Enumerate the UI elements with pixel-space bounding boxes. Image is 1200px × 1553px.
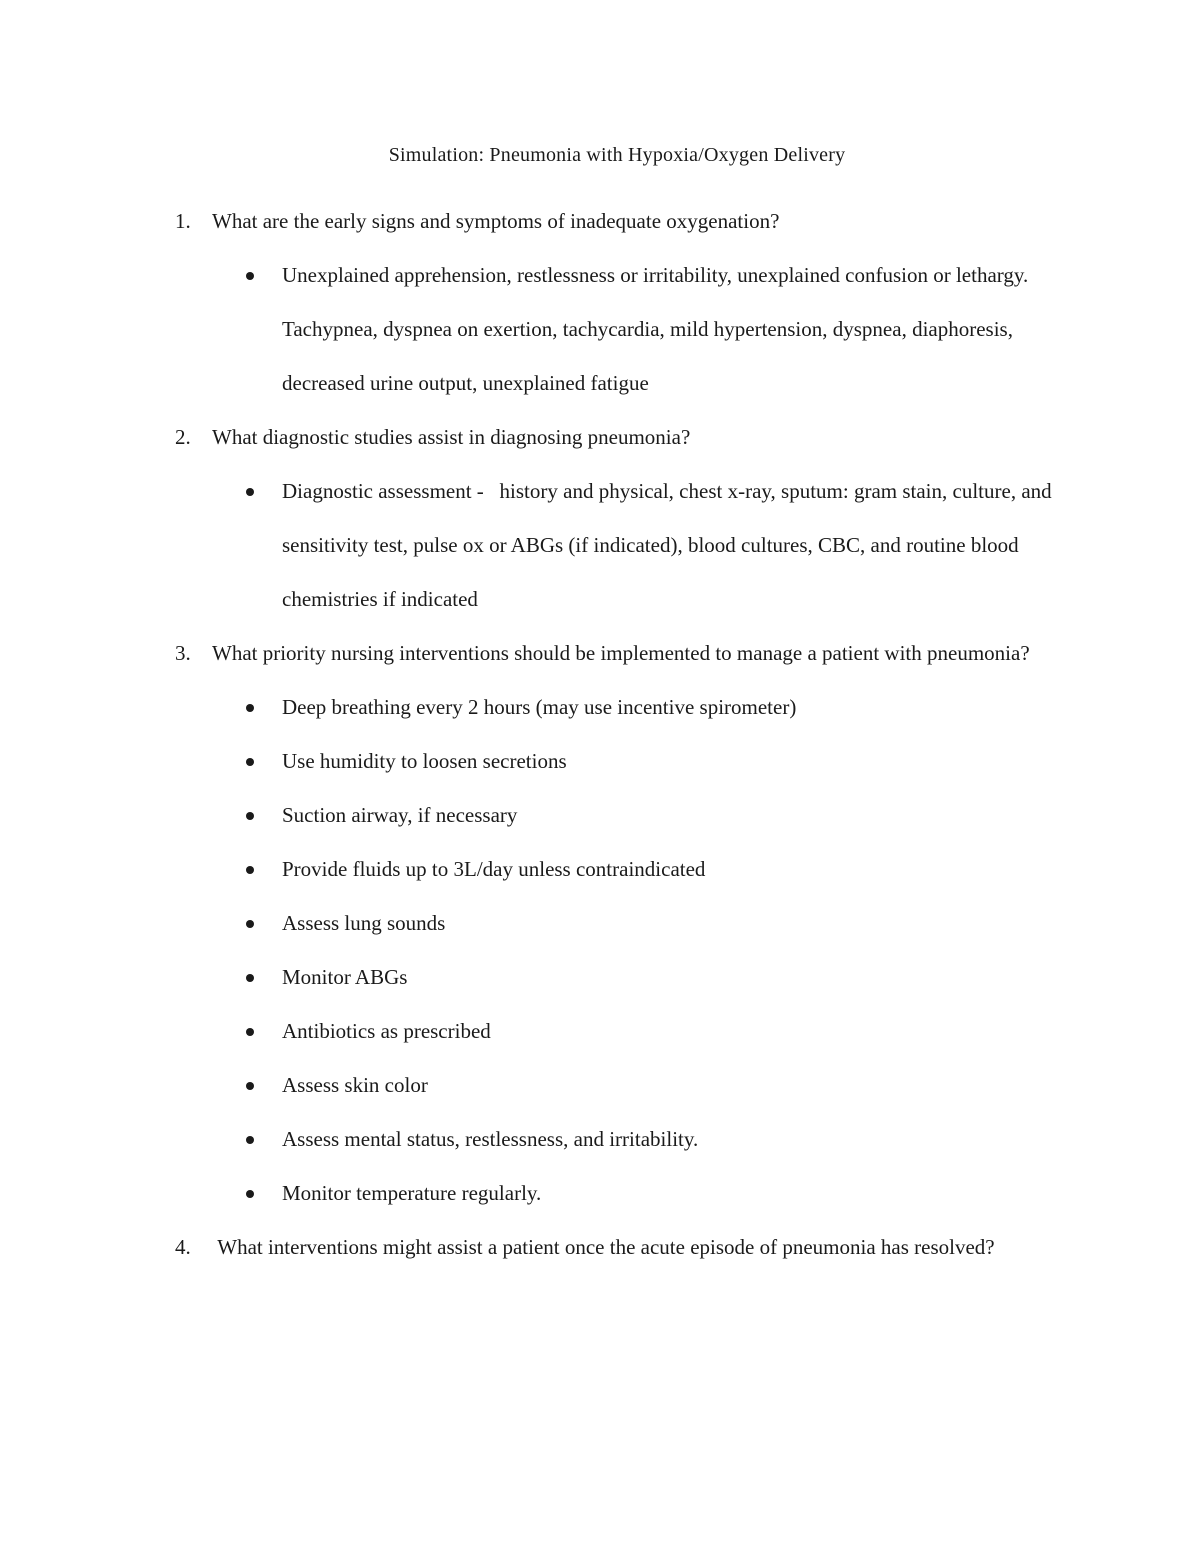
bullet-icon — [245, 950, 282, 1004]
list-item — [175, 950, 1075, 1004]
list-item — [175, 896, 1075, 950]
question-number: 3. — [175, 641, 191, 665]
answer-text: Assess skin color — [282, 1073, 428, 1097]
bullet-icon — [245, 680, 282, 734]
answer-text: Provide fluids up to 3L/day unless contraindicated — [282, 857, 706, 881]
list-item — [175, 1058, 1075, 1112]
list-item — [175, 680, 1075, 734]
question-1 — [175, 194, 1075, 248]
answer-text: Monitor temperature regularly. — [282, 1181, 542, 1205]
question-4 — [175, 1220, 1075, 1274]
bullet-icon — [245, 1112, 282, 1166]
bullet-icon — [245, 464, 282, 518]
question-text: What diagnostic studies assist in diagnosing pneumonia? — [212, 425, 691, 449]
question-text: What are the early signs and symptoms of inadequate oxygenation? — [212, 209, 780, 233]
answer-list-2 — [175, 464, 1075, 626]
answer-text: Deep breathing every 2 hours (may use incentive spirometer) — [282, 695, 797, 719]
answer-text: Diagnostic assessment - history and physical, chest x-ray, sputum: gram stain, culture, and sensitivity test, pulse ox or ABGs (if indicated), blood cultures, CBC, and routine blood chemistries if indicated — [282, 479, 1057, 611]
question-2 — [175, 410, 1075, 464]
list-item — [175, 1112, 1075, 1166]
answer-text: Antibiotics as prescribed — [282, 1019, 491, 1043]
answer-text: Unexplained apprehension, restlessness or irritability, unexplained confusion or lethargy. Tachypnea, dyspnea on exertion, tachycardia, mild hypertension, dyspnea, diaphoresis, decreased urine output, unexplained fatigue — [282, 263, 1029, 395]
list-item — [175, 1004, 1075, 1058]
bullet-icon — [245, 248, 282, 302]
answer-list-3 — [175, 680, 1075, 1220]
list-item — [175, 734, 1075, 788]
list-item — [175, 248, 1075, 410]
bullet-icon — [245, 1004, 282, 1058]
answer-text: Assess mental status, restlessness, and irritability. — [282, 1127, 699, 1151]
bullet-icon — [245, 734, 282, 788]
question-3 — [175, 626, 1075, 680]
bullet-icon — [245, 1058, 282, 1112]
document-body — [175, 194, 1075, 1274]
list-item — [175, 842, 1075, 896]
bullet-icon — [245, 1166, 282, 1220]
answer-text: Assess lung sounds — [282, 911, 446, 935]
answer-text: Suction airway, if necessary — [282, 803, 518, 827]
bullet-icon — [245, 842, 282, 896]
question-text: What interventions might assist a patient once the acute episode of pneumonia has resolved? — [212, 1235, 995, 1259]
answer-text: Use humidity to loosen secretions — [282, 749, 567, 773]
list-item — [175, 1166, 1075, 1220]
answer-list-1 — [175, 248, 1075, 410]
list-item — [175, 464, 1075, 626]
answer-text: Monitor ABGs — [282, 965, 408, 989]
bullet-icon — [245, 788, 282, 842]
question-text: What priority nursing interventions should be implemented to manage a patient with pneumonia? — [212, 641, 1030, 665]
question-number: 1. — [175, 209, 191, 233]
document-title: Simulation: Pneumonia with Hypoxia/Oxygen Delivery — [388, 144, 846, 166]
question-number: 4. — [175, 1235, 191, 1259]
list-item — [175, 788, 1075, 842]
bullet-icon — [245, 896, 282, 950]
question-number: 2. — [175, 425, 191, 449]
